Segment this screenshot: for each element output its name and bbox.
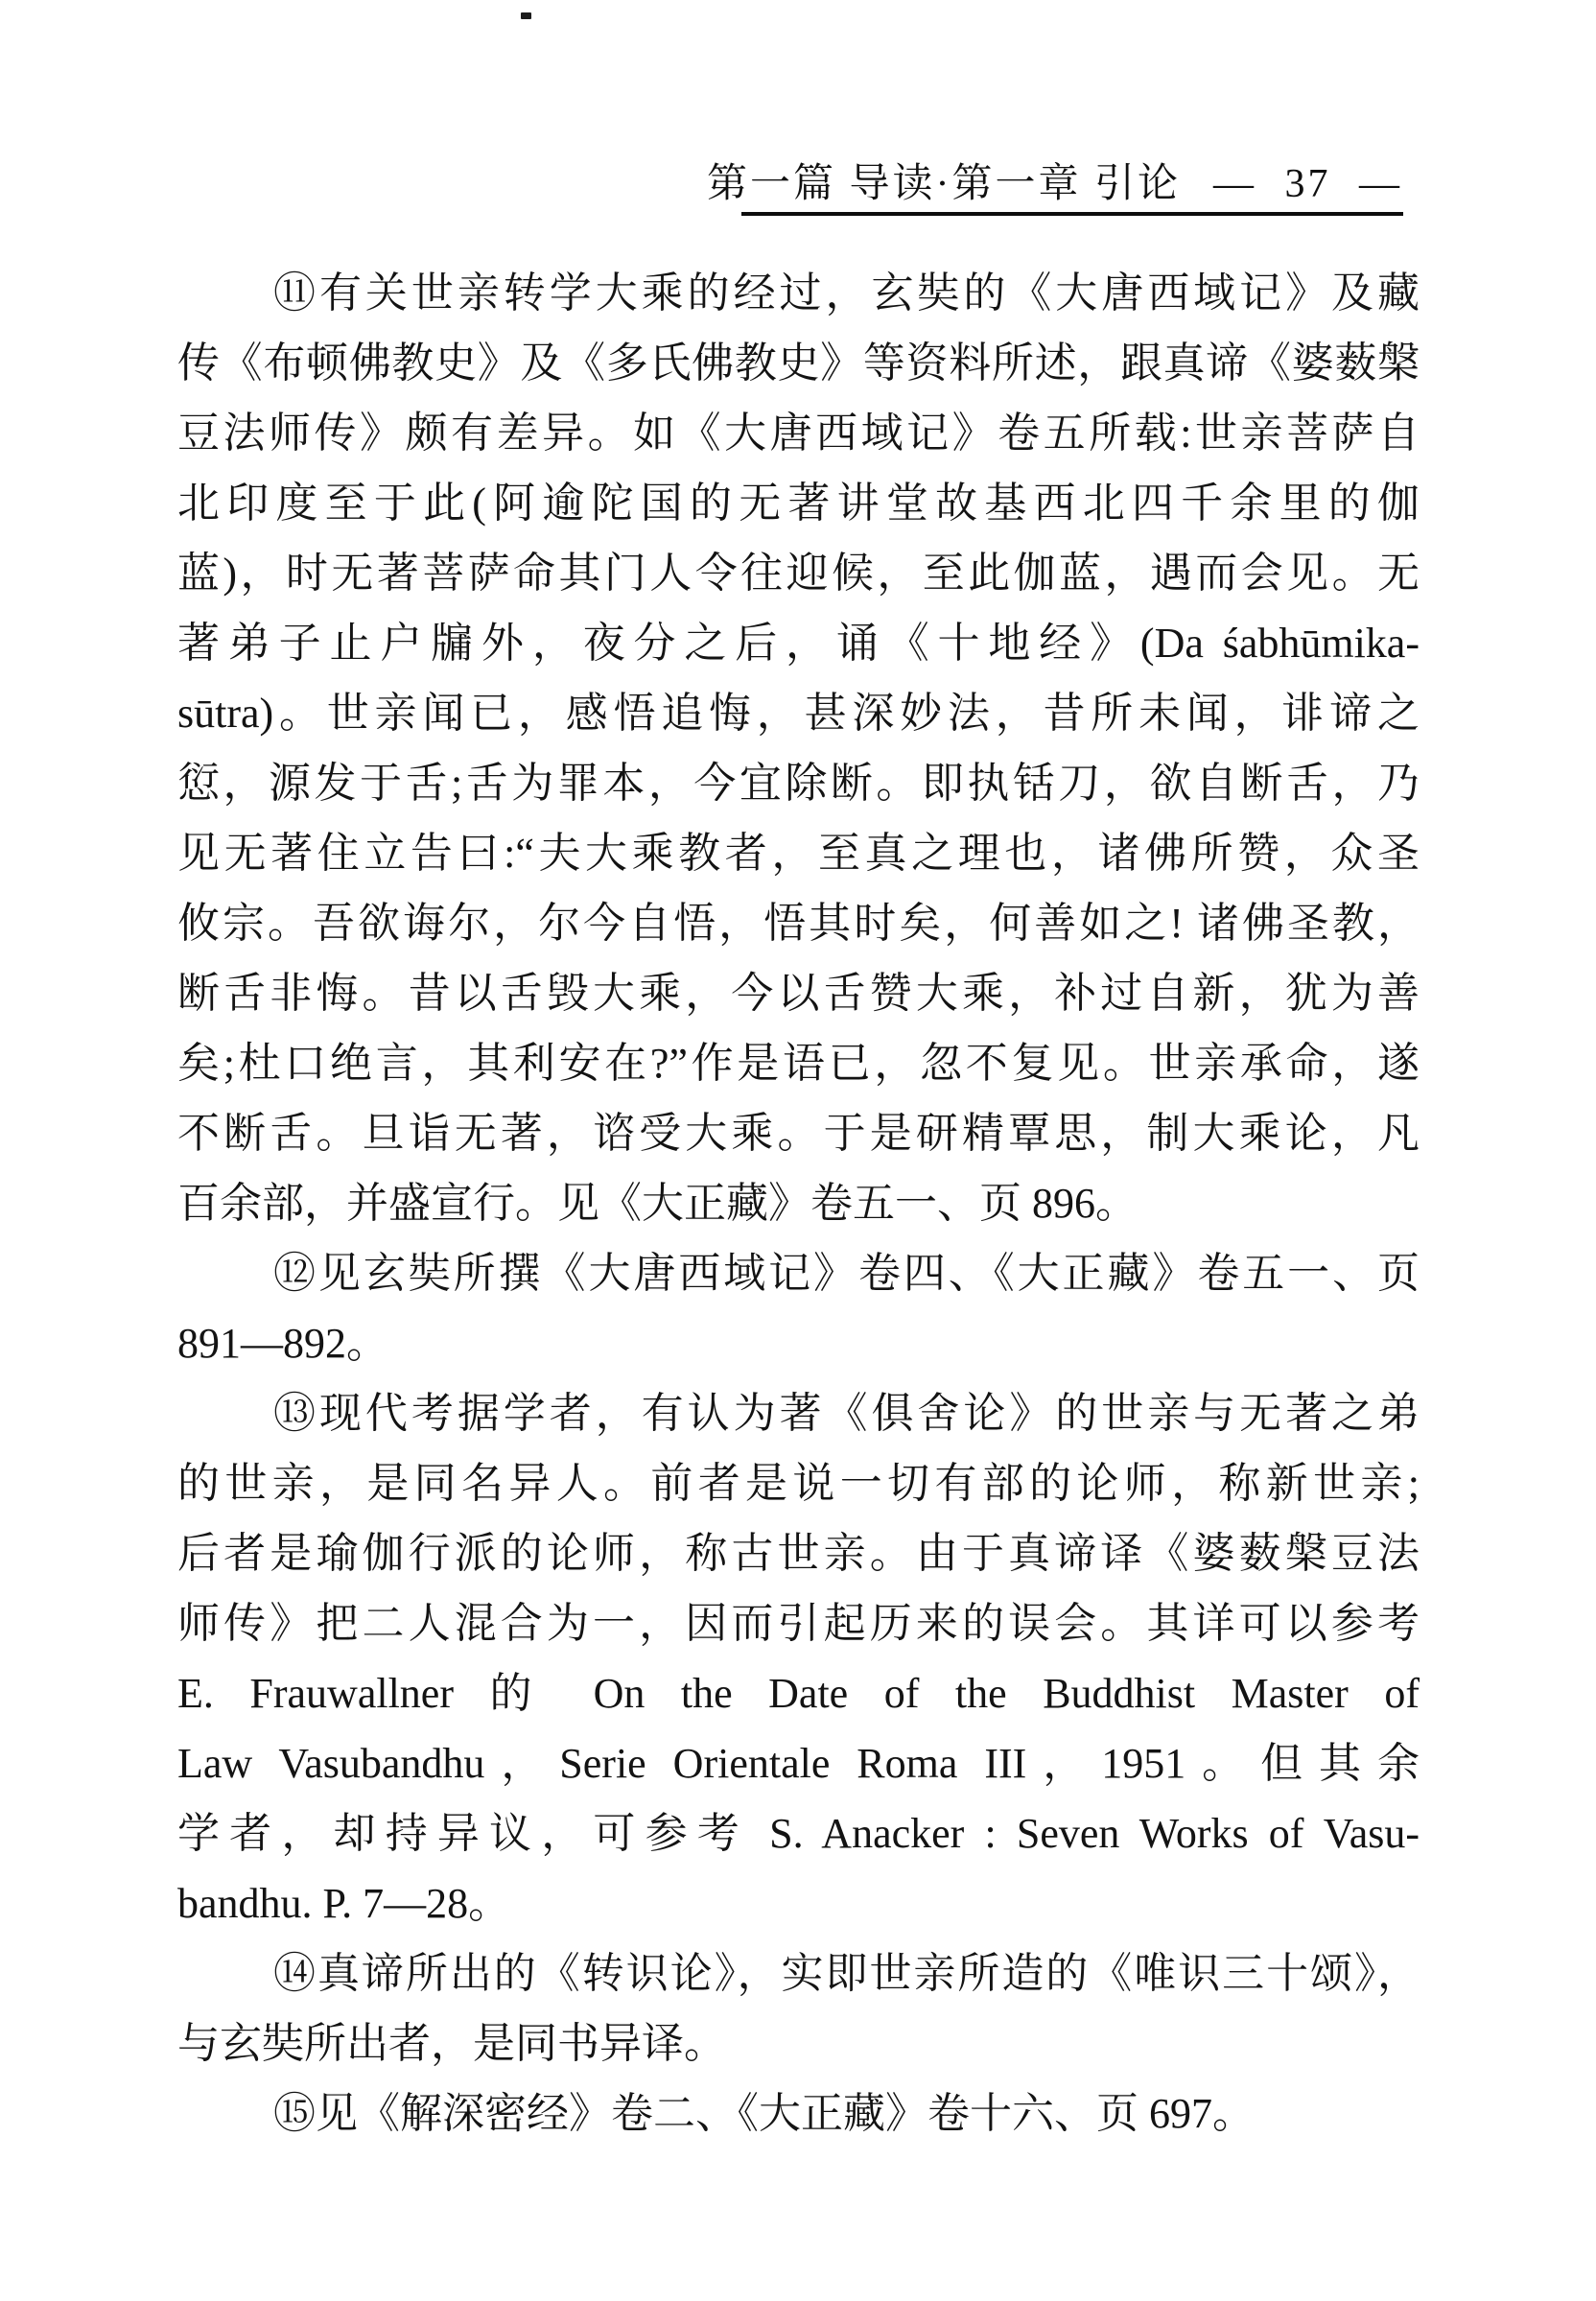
footnote-text-line: Law Vasubandhu，Serie Orientale Roma III，1951。但其余 (177, 1740, 1420, 1787)
footnote-text-line: ⑪有关世亲转学大乘的经过，玄奘的《大唐西域记》及藏 (273, 270, 1420, 317)
footnote-text-line: 矣;杜口绝言，其利安在?”作是语已，忽不复见。世亲承命，遂 (177, 1040, 1420, 1087)
footnote-text-line: 北印度至于此(阿逾陀国的无著讲堂故基西北四千余里的伽 (177, 480, 1420, 527)
footnote-text-line: ⑭真谛所出的《转识论》，实即世亲所造的《唯识三十颂》， (273, 1950, 1420, 1997)
footnote-text-line: 后者是瑜伽行派的论师，称古世亲。由于真谛译《婆薮槃豆法 (177, 1530, 1420, 1577)
header-rule-line (741, 212, 1403, 216)
footnote-text-line: E. Frauwallner 的 On the Date of the Buddhist Master of (177, 1670, 1420, 1717)
footnote-text-line: 师传》把二人混合为一，因而引起历来的误会。其详可以参考 (177, 1600, 1420, 1647)
footnote-text-line: 见无著住立告曰:“夫大乘教者，至真之理也，诸佛所赞，众圣 (177, 830, 1420, 877)
footnote-text-line: bandhu. P. 7—28。 (177, 1880, 511, 1927)
footnote-text-line: 学者，却持异议，可参考 S. Anacker : Seven Works of Vasu- (177, 1810, 1420, 1857)
footnote-text-line: 百余部，并盛宣行。见《大正藏》卷五一、页 896。 (177, 1180, 1138, 1227)
footnote-text-line: sūtra)。世亲闻已，感悟追悔，甚深妙法，昔所未闻，诽谛之 (177, 690, 1420, 737)
footnote-text-line: 的世亲，是同名异人。前者是说一切有部的论师，称新世亲; (177, 1460, 1420, 1507)
footnote-text-line: 愆，源发于舌;舌为罪本，今宜除断。即执铦刀，欲自断舌，乃 (177, 760, 1420, 807)
footnote-text-line: 著弟子止户牖外，夜分之后，诵《十地经》(Da śabhūmika- (177, 620, 1420, 667)
footnote-text-line: 断舌非悔。昔以舌毁大乘，今以舌赞大乘，补过自新，犹为善 (177, 970, 1420, 1017)
footnote-text-line: 豆法师传》颇有差异。如《大唐西域记》卷五所载:世亲菩萨自 (177, 410, 1420, 457)
footnote-text-line: ⑬现代考据学者，有认为著《俱舍论》的世亲与无著之弟 (273, 1390, 1420, 1437)
page-number: — 37 — (1213, 162, 1402, 206)
footnote-text-line: 与玄奘所出者，是同书异译。 (177, 2020, 726, 2067)
footnote-text-line: ⑫见玄奘所撰《大唐西域记》卷四、《大正藏》卷五一、页 (273, 1250, 1420, 1297)
footnote-text-line: ⑮见《解深密经》卷二、《大正藏》卷十六、页 697。 (273, 2090, 1255, 2137)
footnote-text-line: 蓝)，时无著菩萨命其门人令往迎候，至此伽蓝，遇而会见。无 (177, 550, 1420, 597)
running-header (0, 161, 1402, 207)
footnote-text-line: 传《布顿佛教史》及《多氏佛教史》等资料所述，跟真谛《婆薮槃 (177, 340, 1420, 387)
running-header-title: 第一篇 导读·第一章 引论 (707, 162, 1181, 206)
footnote-text-line: 不断舌。旦诣无著，谘受大乘。于是研精覃思，制大乘论，凡 (177, 1110, 1420, 1157)
body-text (177, 258, 1420, 2148)
footnote-text-line: 891—892。 (177, 1320, 388, 1367)
scan-artifact-speck (521, 12, 531, 19)
footnote-text-line: 攸宗。吾欲诲尔，尔今自悟，悟其时矣，何善如之! 诸佛圣教， (177, 900, 1420, 947)
